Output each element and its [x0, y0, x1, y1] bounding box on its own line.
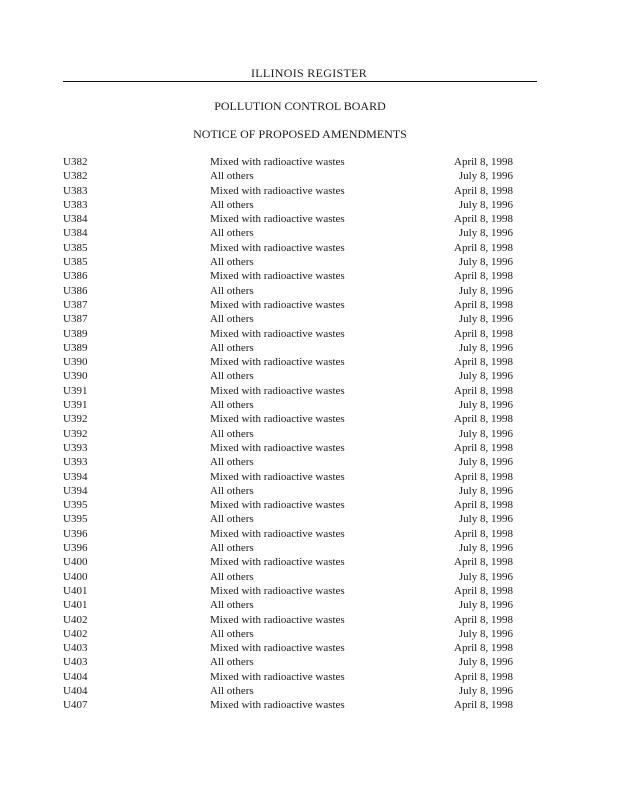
waste-code: U392 [63, 427, 88, 440]
table-row [63, 198, 523, 212]
waste-description: All others [210, 198, 254, 211]
table-row [63, 441, 523, 455]
waste-code: U403 [63, 656, 88, 669]
table-row [63, 555, 523, 569]
waste-code: U384 [63, 227, 88, 240]
waste-code: U386 [63, 284, 88, 297]
table-row [63, 627, 523, 641]
effective-date: July 8, 1996 [458, 599, 513, 612]
waste-description: Mixed with radioactive wastes [210, 499, 345, 512]
table-row [63, 341, 523, 355]
header-rule [63, 81, 537, 82]
table-row [63, 670, 523, 684]
waste-code: U400 [63, 570, 88, 583]
effective-date: July 8, 1996 [458, 313, 513, 326]
waste-code: U403 [63, 642, 88, 655]
waste-code: U402 [63, 627, 88, 640]
waste-description: Mixed with radioactive wastes [210, 156, 345, 168]
effective-date: July 8, 1996 [458, 456, 513, 469]
effective-date: April 8, 1998 [454, 670, 513, 683]
effective-date: April 8, 1998 [454, 384, 513, 397]
waste-description: All others [210, 513, 254, 526]
table-row [63, 498, 523, 512]
waste-description: Mixed with radioactive wastes [210, 356, 345, 369]
waste-code: U404 [63, 684, 88, 697]
waste-description: Mixed with radioactive wastes [210, 441, 345, 454]
waste-description: All others [210, 456, 254, 469]
table-row [63, 255, 523, 269]
waste-code: U391 [63, 384, 88, 397]
effective-date: July 8, 1996 [458, 170, 513, 183]
table-row [63, 598, 523, 612]
effective-date: July 8, 1996 [458, 399, 513, 412]
waste-code: U390 [63, 370, 88, 383]
table-row [63, 570, 523, 584]
effective-date: April 8, 1998 [454, 298, 513, 311]
waste-code: U382 [63, 156, 88, 168]
waste-code: U401 [63, 584, 88, 597]
effective-date: April 8, 1998 [454, 642, 513, 655]
waste-code: U386 [63, 270, 88, 283]
table-row [63, 412, 523, 426]
table-row [63, 655, 523, 669]
effective-date: July 8, 1996 [458, 427, 513, 440]
waste-code: U384 [63, 213, 88, 226]
table-row [63, 284, 523, 298]
effective-date: April 8, 1998 [454, 584, 513, 597]
table-row [63, 384, 523, 398]
effective-date: July 8, 1996 [458, 284, 513, 297]
waste-code: U385 [63, 241, 88, 254]
effective-date: July 8, 1996 [458, 370, 513, 383]
waste-code: U392 [63, 413, 88, 426]
effective-date: April 8, 1998 [454, 213, 513, 226]
waste-description: Mixed with radioactive wastes [210, 670, 345, 683]
waste-description: All others [210, 256, 254, 269]
waste-code: U393 [63, 456, 88, 469]
waste-code: U389 [63, 341, 88, 354]
effective-date: April 8, 1998 [454, 327, 513, 340]
table-row [63, 369, 523, 383]
board-title: POLLUTION CONTROL BOARD [214, 99, 386, 113]
table-row [63, 327, 523, 341]
waste-description: All others [210, 341, 254, 354]
effective-date: July 8, 1996 [458, 513, 513, 526]
register-title: ILLINOIS REGISTER [250, 66, 368, 80]
waste-code: U382 [63, 170, 88, 183]
waste-code: U394 [63, 484, 88, 497]
table-row [63, 541, 523, 555]
table-row [63, 698, 523, 712]
effective-date: April 8, 1998 [454, 356, 513, 369]
waste-description: Mixed with radioactive wastes [210, 584, 345, 597]
table-row [63, 512, 523, 526]
table-row [63, 584, 523, 598]
effective-date: July 8, 1996 [458, 256, 513, 269]
table-row [63, 355, 523, 369]
waste-code: U389 [63, 327, 88, 340]
table-row [63, 169, 523, 183]
effective-date: April 8, 1998 [454, 556, 513, 569]
waste-description: Mixed with radioactive wastes [210, 241, 345, 254]
waste-description: Mixed with radioactive wastes [210, 184, 345, 197]
waste-description: All others [210, 570, 254, 583]
waste-description: Mixed with radioactive wastes [210, 270, 345, 283]
effective-date: April 8, 1998 [454, 241, 513, 254]
waste-description: All others [210, 170, 254, 183]
waste-description: Mixed with radioactive wastes [210, 527, 345, 540]
table-row [63, 613, 523, 627]
waste-code: U395 [63, 499, 88, 512]
effective-date: April 8, 1998 [454, 441, 513, 454]
waste-code: U383 [63, 184, 88, 197]
waste-description: All others [210, 656, 254, 669]
waste-code: U404 [63, 670, 88, 683]
waste-description: Mixed with radioactive wastes [210, 298, 345, 311]
waste-description: All others [210, 399, 254, 412]
table-row [63, 241, 523, 255]
waste-description: All others [210, 284, 254, 297]
waste-code: U395 [63, 513, 88, 526]
waste-description: All others [210, 313, 254, 326]
effective-date: July 8, 1996 [458, 198, 513, 211]
waste-description: Mixed with radioactive wastes [210, 327, 345, 340]
waste-description: All others [210, 599, 254, 612]
waste-description: Mixed with radioactive wastes [210, 613, 345, 626]
effective-date: April 8, 1998 [454, 413, 513, 426]
waste-code: U396 [63, 527, 88, 540]
table-row [63, 527, 523, 541]
waste-description: All others [210, 427, 254, 440]
waste-description: Mixed with radioactive wastes [210, 213, 345, 226]
effective-date: July 8, 1996 [458, 341, 513, 354]
waste-code: U407 [63, 699, 88, 712]
table-row [63, 312, 523, 326]
table-row [63, 398, 523, 412]
effective-date: April 8, 1998 [454, 613, 513, 626]
effective-date: July 8, 1996 [458, 542, 513, 555]
waste-code-table [63, 155, 523, 713]
waste-description: Mixed with radioactive wastes [210, 642, 345, 655]
waste-description: Mixed with radioactive wastes [210, 699, 345, 712]
table-row [63, 641, 523, 655]
waste-description: All others [210, 627, 254, 640]
waste-description: All others [210, 227, 254, 240]
waste-description: Mixed with radioactive wastes [210, 413, 345, 426]
waste-description: All others [210, 484, 254, 497]
effective-date: July 8, 1996 [458, 627, 513, 640]
table-row [63, 298, 523, 312]
effective-date: July 8, 1996 [458, 484, 513, 497]
table-row [63, 470, 523, 484]
effective-date: July 8, 1996 [458, 684, 513, 697]
waste-code: U383 [63, 198, 88, 211]
effective-date: April 8, 1998 [454, 156, 513, 168]
waste-description: All others [210, 684, 254, 697]
table-row [63, 184, 523, 198]
effective-date: July 8, 1996 [458, 656, 513, 669]
waste-code: U393 [63, 441, 88, 454]
waste-code: U387 [63, 298, 88, 311]
table-row [63, 455, 523, 469]
waste-code: U394 [63, 470, 88, 483]
effective-date: July 8, 1996 [458, 227, 513, 240]
effective-date: April 8, 1998 [454, 699, 513, 712]
waste-code: U390 [63, 356, 88, 369]
table-row [63, 684, 523, 698]
table-row [63, 212, 523, 226]
waste-code: U396 [63, 542, 88, 555]
effective-date: July 8, 1996 [458, 570, 513, 583]
effective-date: April 8, 1998 [454, 527, 513, 540]
waste-description: All others [210, 370, 254, 383]
waste-description: Mixed with radioactive wastes [210, 384, 345, 397]
table-row [63, 155, 523, 169]
waste-description: Mixed with radioactive wastes [210, 556, 345, 569]
waste-code: U401 [63, 599, 88, 612]
table-row [63, 226, 523, 240]
waste-code: U402 [63, 613, 88, 626]
table-row [63, 427, 523, 441]
effective-date: April 8, 1998 [454, 184, 513, 197]
waste-description: All others [210, 542, 254, 555]
table-row [63, 269, 523, 283]
waste-code: U385 [63, 256, 88, 269]
notice-title: NOTICE OF PROPOSED AMENDMENTS [193, 127, 407, 141]
waste-code: U391 [63, 399, 88, 412]
waste-code: U387 [63, 313, 88, 326]
waste-code: U400 [63, 556, 88, 569]
effective-date: April 8, 1998 [454, 499, 513, 512]
effective-date: April 8, 1998 [454, 270, 513, 283]
table-row [63, 484, 523, 498]
effective-date: April 8, 1998 [454, 470, 513, 483]
waste-description: Mixed with radioactive wastes [210, 470, 345, 483]
